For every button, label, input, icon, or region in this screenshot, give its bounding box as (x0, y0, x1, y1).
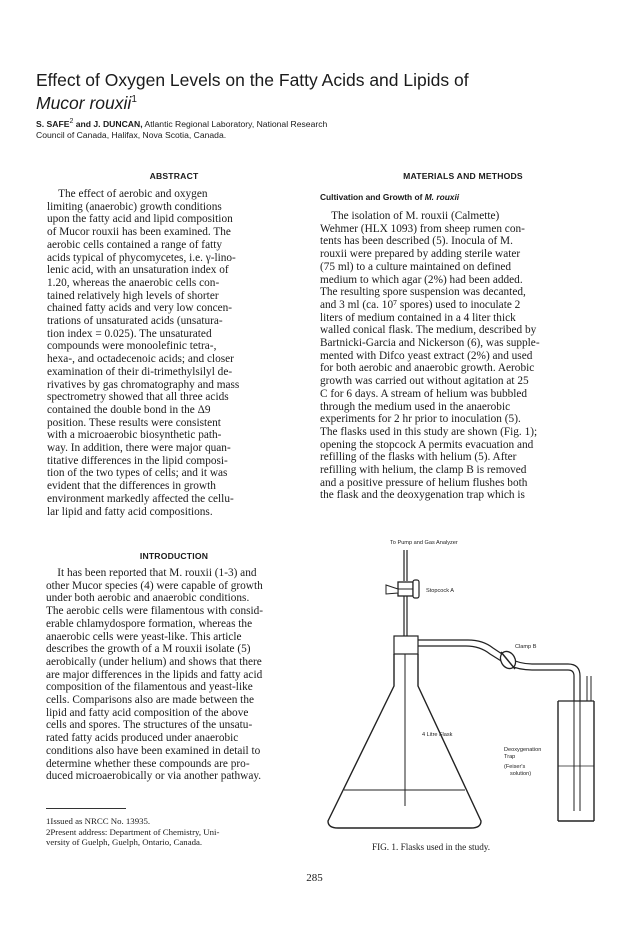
abstract-line: evident that the differences in growth (47, 480, 216, 493)
methods-line: tents has been described (5). Inocula of M. (320, 235, 513, 248)
abstract-line: position. These results were consistent (47, 416, 221, 429)
author-mark: 2 (69, 118, 74, 125)
abstract-line: hexa-, and octadecenoic acids; and closer (47, 353, 234, 366)
methods-line: refilling of the flasks with helium (5). After (320, 451, 517, 464)
flask-stopper (394, 636, 418, 654)
abstract-line: compounds were monoolefinic tetra-, (47, 340, 217, 353)
introduction-line: cells and spores. The structures of the unsatu- (46, 719, 253, 732)
methods-subheading: Cultivation and Growth of M. rouxii (320, 192, 460, 202)
abstract-line: tion of the two types of cells; and it was (47, 467, 228, 480)
introduction-line: cells. Comparisons also are made between the (46, 694, 254, 707)
methods-line: The flasks used in this study are shown (Fig. 1); (320, 425, 538, 438)
introduction-line: conditions also have been examined in detail to (46, 744, 261, 757)
abstract-line: limiting (anaerobic) growth conditions (47, 200, 222, 213)
abstract-line: environment markedly affected the cellu- (47, 492, 234, 505)
introduction-line: under both aerobic and anaerobic conditions. (46, 592, 250, 605)
methods-line: the flask and the deoxygenation trap which is (320, 489, 525, 502)
methods-line: (75 ml) to a culture maintained on defined (320, 260, 512, 273)
title-footnote-mark: 1 (131, 94, 137, 105)
deoxygenation-trap (558, 676, 594, 821)
introduction-line: anaerobic cells were yeast-like. This article (46, 630, 242, 643)
abstract-line: trations of unsaturated acids (unsatura- (47, 315, 223, 328)
footnote-line: 1Issued as NRCC No. 13935. (46, 816, 151, 826)
abstract-line: chained fatty acids and very low concen- (47, 302, 233, 315)
article-title (36, 70, 596, 113)
methods-line: mented with Difco yeast extract (2%) and used (320, 349, 533, 362)
introduction-line: composition of the filamentous and yeast-like (46, 681, 253, 694)
introduction-line: It has been reported that M. rouxii (1-3) and (46, 567, 257, 579)
label-trap-4: solution) (510, 771, 532, 777)
figure-label-top: To Pump and Gas Analyzer (390, 540, 458, 546)
abstract-line: with a microaerobic biosynthetic path- (47, 429, 222, 442)
author-affiliation (36, 116, 596, 141)
methods-line: and a positive pressure of helium flushes both (320, 476, 528, 489)
label-clamp: Clamp B (515, 644, 537, 650)
abstract-line: rivatives by gas chromatography and mass (47, 378, 240, 391)
label-flask: 4 Litre Flask (422, 732, 453, 738)
introduction-line: describes the growth of a M rouxii isolate (5) (46, 643, 251, 656)
introduction-line: The aerobic cells were filamentous with consid- (46, 605, 264, 618)
abstract-line: examination of their di-trimethylsilyl de- (47, 365, 233, 378)
abstract-line: tion index = 0.025). The unsaturated (47, 327, 212, 340)
abstract-line: tained relatively high levels of shorter (47, 289, 219, 302)
abstract-line: acids typical of phycomycetes, i.e. γ-lino- (47, 251, 236, 264)
methods-line: through the medium used in the anaerobic (320, 400, 511, 413)
affiliation-line-1: Atlantic Regional Laboratory, National Research (142, 118, 328, 129)
methods-line: medium to which agar (2%) had been added. (320, 273, 523, 286)
title-line-1: Effect of Oxygen Levels on the Fatty Acids and Lipids of (36, 70, 469, 90)
figure-caption: FIG. 1. Flasks used in the study. (372, 842, 491, 852)
footnote-divider (46, 808, 126, 809)
label-stopcock: Stopcock A (426, 588, 454, 594)
introduction-line: lipid and fatty acid composition of the above (46, 706, 249, 719)
abstract-body (47, 188, 239, 518)
abstract-line: aerobic cells contained a range of fatty (47, 238, 223, 251)
abstract-line: spectrometry showed that all three acids (47, 391, 229, 404)
introduction-line: erable chlamydospore formation, whereas the (46, 617, 253, 630)
abstract-line: 1.20, whereas the anaerobic cells con- (47, 276, 220, 289)
abstract-line: lar lipid and fatty acid compositions. (47, 505, 213, 518)
introduction-line: other Mucor species (4) were capable of growth (46, 579, 263, 592)
methods-line: The isolation of M. rouxii (Calmette) (320, 210, 500, 222)
abstract-line: The effect of aerobic and oxygen (47, 188, 208, 200)
author-duncan: and J. DUNCAN, (73, 118, 143, 129)
footnote-line: 2Present address: Department of Chemistry, Uni- (46, 826, 220, 837)
label-trap-1: Deoxygenation (504, 747, 542, 753)
methods-line: for both aerobic and anaerobic growth. Aerobic (320, 362, 535, 375)
methods-line: The resulting spore suspension was decanted, (320, 286, 526, 299)
author-safe: S. SAFE (36, 118, 70, 129)
methods-line: walled conical flask. The medium, described by (320, 324, 537, 337)
stopcock-icon (386, 580, 419, 598)
abstract-heading: ABSTRACT (149, 171, 199, 181)
methods-line: liters of medium contained in a 4 liter thick (320, 311, 516, 324)
introduction-line: determine whether these compounds are pro- (46, 757, 250, 770)
methods-line: Wehmer (HLX 1093) from sheep rumen con- (320, 222, 525, 235)
page-number: 285 (306, 872, 323, 884)
methods-line: and 3 ml (ca. 10⁷ spores) used to inoculate 2 (320, 298, 521, 311)
label-trap-2: Trap (504, 754, 516, 760)
methods-line: growth was carried out without agitation at 25 (320, 375, 529, 388)
introduction-body (46, 567, 263, 783)
footnotes (46, 816, 219, 848)
methods-heading: MATERIALS AND METHODS (403, 171, 523, 181)
side-arm-tube (418, 640, 568, 664)
methods-line: experiments for 2 hr prior to inoculation (5). (320, 413, 521, 426)
label-trap-3: (Feiser's (504, 764, 526, 770)
abstract-line: way. In addition, there were major quan- (47, 442, 231, 455)
introduction-heading: INTRODUCTION (139, 551, 209, 561)
footnote-line: versity of Guelph, Guelph, Ontario, Canada. (46, 837, 203, 847)
methods-line: refilling with helium, the clamp B is removed (320, 464, 527, 477)
methods-line: rouxii were prepared by adding sterile water (320, 248, 521, 261)
methods-line: C for 6 days. A stream of helium was bubbled (320, 387, 528, 400)
abstract-line: of Mucor rouxii has been examined. The (47, 226, 231, 239)
methods-body (320, 210, 540, 502)
abstract-line: contained the double bond in the Δ9 (47, 403, 211, 416)
introduction-line: duced microaerobically or via another pathway. (46, 770, 262, 783)
introduction-line: are major differences in the lipids and fatty acid (46, 668, 263, 681)
abstract-line: titative differences in the lipid composi- (47, 454, 228, 467)
methods-line: Bartnicki-Garcia and Nickerson (6), was supple- (320, 337, 540, 350)
title-line-2 (36, 90, 596, 113)
introduction-line: rated fatty acids produced under anaerobic (46, 732, 239, 745)
abstract-line: lenic acid, with an unsaturation index of (47, 264, 229, 277)
flask-apparatus-figure (318, 536, 608, 836)
introduction-line: aerobically (under helium) and shows that there (46, 655, 262, 668)
title-species: Mucor rouxii (36, 92, 132, 113)
methods-line: opening the stopcock A permits evacuation and (320, 438, 534, 451)
abstract-line: upon the fatty acid and lipid composition (47, 213, 233, 226)
affiliation-line-2: Council of Canada, Halifax, Nova Scotia, Canada. (36, 129, 227, 140)
